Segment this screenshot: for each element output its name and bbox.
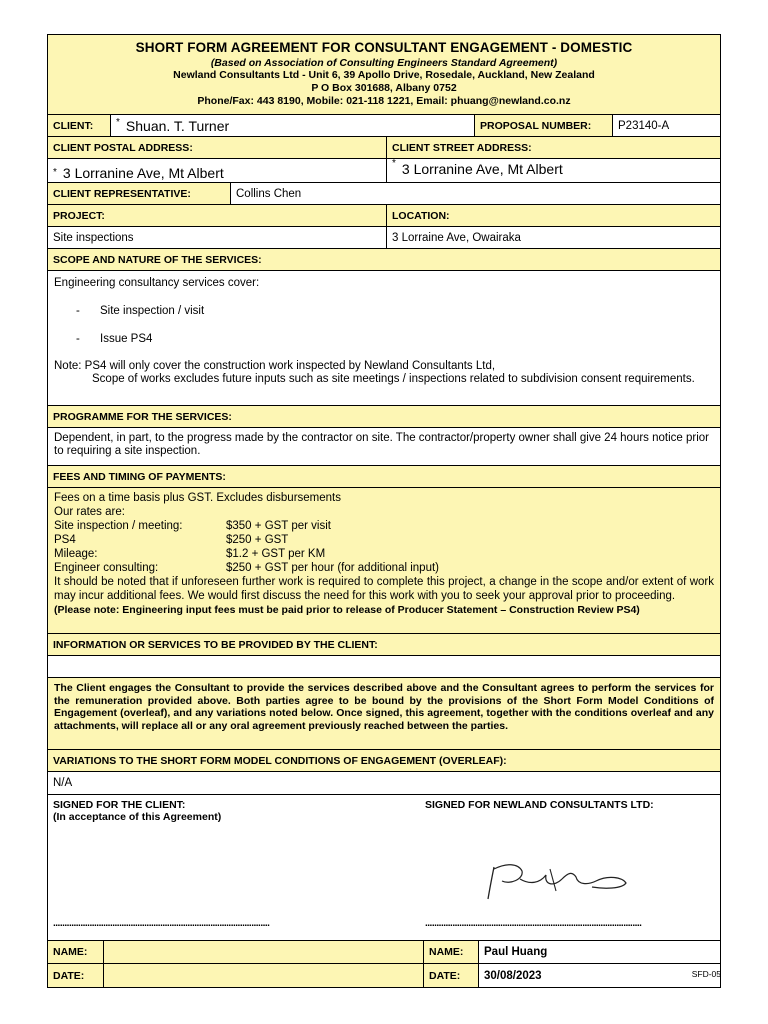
variations-label: VARIATIONS TO THE SHORT FORM MODEL CONDITIONS OF ENGAGEMENT (OVERLEAF):: [53, 754, 507, 767]
fees-rates-intro: Our rates are:: [54, 506, 125, 518]
consultant-date-value: 30/08/2023: [478, 964, 720, 987]
client-field[interactable]: [110, 115, 474, 136]
programme-text[interactable]: Dependent, in part, to the progress made by the contractor on site. The contractor/property owner shall give 24 hours notice prior to requiring a site inspection.: [54, 432, 710, 457]
client-name-label: NAME:: [48, 941, 103, 963]
fees-body: [48, 488, 720, 634]
fee-rate-row: Mileage: $1.2 + GST per KM: [54, 548, 326, 560]
street-value: 3 Lorranine Ave, Mt Albert: [401, 161, 563, 177]
project-label: PROJECT:: [53, 209, 105, 222]
required-marker: *: [392, 158, 396, 169]
client-label: CLIENT:: [48, 115, 110, 136]
company-address: Newland Consultants Ltd - Unit 6, 39 Apollo Drive, Rosedale, Auckland, New Zealand: [173, 69, 595, 81]
fee-rate-row: PS4 $250 + GST: [54, 534, 289, 546]
required-marker: *: [116, 117, 120, 128]
consultant-name-value: Paul Huang: [478, 941, 720, 963]
required-marker: *: [53, 167, 57, 178]
client-signature-line[interactable]: ...............................................................................................: [53, 918, 270, 929]
scope-item: - Site inspection / visit: [76, 305, 205, 317]
consultant-signature-heading: SIGNED FOR NEWLAND CONSULTANTS LTD:: [425, 799, 654, 811]
information-header: [48, 634, 720, 656]
consultant-name-label: NAME:: [423, 941, 478, 963]
location-label: LOCATION:: [386, 205, 720, 226]
variations-body: [48, 772, 720, 795]
company-contact: Phone/Fax: 443 8190, Mobile: 021-118 1221, Email: phuang@newland.co.nz: [197, 95, 571, 107]
information-value[interactable]: [48, 656, 720, 677]
project-value-row: [48, 227, 720, 249]
scope-text[interactable]: [48, 271, 720, 405]
consultant-signature: [484, 855, 634, 905]
fees-header: [48, 466, 720, 488]
fees-label: FEES AND TIMING OF PAYMENTS:: [53, 470, 226, 483]
scope-header: [48, 249, 720, 271]
fee-rate-row: Engineer consulting: $250 + GST per hour (for additional input): [54, 562, 439, 574]
client-value: Shuan. T. Turner: [125, 117, 230, 134]
form-header: [48, 35, 720, 115]
fees-paragraph: It should be noted that if unforeseen further work is required to complete this project, a change in the scope and/or extent of work may incur additional fees. We would first discuss the need for this work with you to seek your approval prior to proceeding.: [54, 576, 714, 602]
project-value[interactable]: Site inspections: [53, 231, 134, 244]
programme-header: [48, 406, 720, 428]
signature-area: [48, 795, 720, 941]
engagement-row: [48, 678, 720, 750]
client-name-field[interactable]: [103, 941, 423, 963]
fees-payment-note: (Please note: Engineering input fees must be paid prior to release of Producer Statement – Construction Review PS4): [54, 604, 640, 616]
fee-rate-row: Site inspection / meeting: $350 + GST per visit: [54, 520, 331, 532]
form-code: SFD-05: [691, 969, 721, 979]
client-date-field[interactable]: [103, 964, 423, 987]
representative-value[interactable]: Collins Chen: [230, 183, 720, 204]
client-date-label: DATE:: [48, 964, 103, 987]
form-title: SHORT FORM AGREEMENT FOR CONSULTANT ENGAGEMENT - DOMESTIC: [135, 40, 633, 55]
scope-label: SCOPE AND NATURE OF THE SERVICES:: [53, 253, 262, 266]
fees-basis: Fees on a time basis plus GST. Excludes disbursements: [54, 492, 341, 504]
scope-note-continued: Scope of works excludes future inputs such as site meetings / inspections related to subdivision consent requirements.: [92, 373, 695, 385]
address-value-row: [48, 159, 720, 183]
information-body: [48, 656, 720, 678]
programme-body: [48, 428, 720, 466]
consultant-signature-line: ...............................................................................................: [425, 918, 642, 929]
postal-value: 3 Lorranine Ave, Mt Albert: [62, 165, 224, 181]
scope-intro: Engineering consultancy services cover:: [54, 277, 260, 289]
fees-text[interactable]: [48, 488, 720, 633]
information-label: INFORMATION OR SERVICES TO BE PROVIDED BY THE CLIENT:: [53, 638, 378, 651]
variations-header: [48, 750, 720, 772]
client-signature-heading: SIGNED FOR THE CLIENT: (In acceptance of this Agreement): [53, 799, 222, 823]
name-row: [48, 941, 720, 964]
programme-label: PROGRAMME FOR THE SERVICES:: [53, 410, 232, 423]
representative-label: CLIENT REPRESENTATIVE:: [48, 183, 230, 204]
postal-field[interactable]: [48, 159, 386, 182]
proposal-value[interactable]: P23140-A: [612, 115, 720, 136]
date-row: [48, 964, 720, 987]
company-po-box: P O Box 301688, Albany 0752: [311, 82, 457, 94]
representative-row: [48, 183, 720, 205]
variations-value[interactable]: N/A: [53, 777, 73, 789]
form-subtitle: (Based on Association of Consulting Engineers Standard Agreement): [210, 57, 558, 69]
scope-item: - Issue PS4: [76, 333, 153, 345]
street-field[interactable]: [386, 159, 720, 182]
scope-note: Note: PS4 will only cover the construction work inspected by Newland Consultants Ltd,: [54, 360, 496, 372]
engagement-statement: The Client engages the Consultant to provide the services described above and the Consultant agrees to perform the services for the remuneration provided above. Both parties agree to be bound by the provisions of the Short Form Model Conditions of Engagement (overleaf), and any variations noted below. Once signed, this agreement, together with the conditions overleaf and any attachments, will replace all or any oral agreement previously reached between the parties.: [54, 682, 714, 732]
client-row: [48, 115, 720, 137]
address-label-row: [48, 137, 720, 159]
consultant-date-label: DATE:: [423, 964, 478, 987]
postal-label: CLIENT POSTAL ADDRESS:: [53, 141, 193, 154]
project-label-row: [48, 205, 720, 227]
agreement-form: [47, 34, 721, 988]
proposal-label: PROPOSAL NUMBER:: [474, 115, 612, 136]
location-value[interactable]: 3 Lorraine Ave, Owairaka: [386, 227, 720, 248]
scope-body: [48, 271, 720, 406]
street-label: CLIENT STREET ADDRESS:: [386, 137, 720, 158]
